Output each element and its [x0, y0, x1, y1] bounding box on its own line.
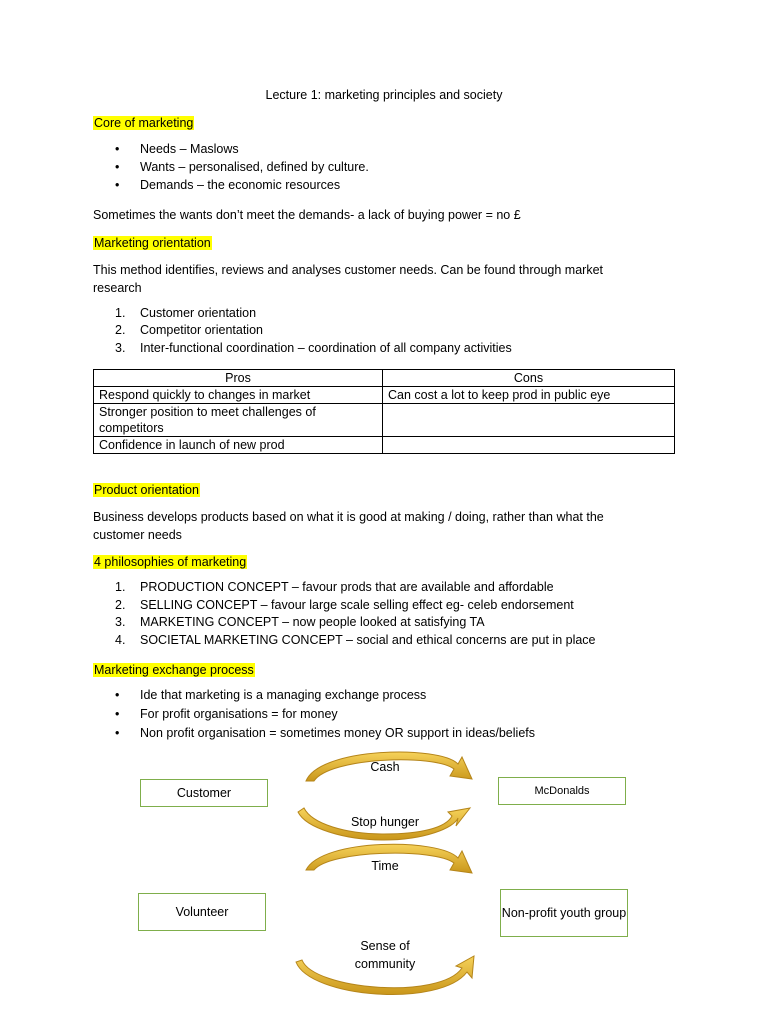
- bullet-icon: •: [115, 688, 120, 702]
- exchange-bullet-2: For profit organisations = for money: [140, 707, 338, 721]
- orientation-heading: Marketing orientation: [94, 236, 211, 250]
- philosophy-item-4: SOCIETAL MARKETING CONCEPT – social and ethical concerns are put in place: [140, 633, 596, 647]
- volunteer-box: Volunteer: [138, 893, 266, 931]
- customer-box: Customer: [140, 779, 268, 807]
- orientation-item-1: Customer orientation: [140, 306, 257, 320]
- list-number: 3.: [115, 341, 126, 355]
- table-cell: Stronger position to meet challenges of competitors: [94, 404, 383, 437]
- bullet-icon: •: [115, 160, 120, 174]
- exchange-bullet-1: Ide that marketing is a managing exchange process: [140, 688, 427, 702]
- list-number: 3.: [115, 615, 126, 629]
- orientation-para-line1: This method identifies, reviews and analyses customer needs. Can be found through market: [93, 263, 603, 277]
- stop-hunger-label: Stop hunger: [350, 815, 420, 829]
- core-bullet-1: Needs – Maslows: [140, 142, 239, 156]
- list-number: 1.: [115, 580, 126, 594]
- core-bullet-3: Demands – the economic resources: [140, 178, 341, 192]
- table-header-cons: Cons: [383, 370, 675, 387]
- philosophies-heading: 4 philosophies of marketing: [94, 555, 247, 569]
- table-cell: Respond quickly to changes in market: [94, 387, 383, 404]
- orientation-para-line2: research: [93, 281, 142, 295]
- list-number: 2.: [115, 323, 126, 337]
- time-label: Time: [371, 859, 399, 873]
- core-heading: Core of marketing: [94, 116, 194, 130]
- bullet-icon: •: [115, 707, 120, 721]
- orientation-item-3: Inter-functional coordination – coordination of all company activities: [140, 341, 512, 355]
- bullet-icon: •: [115, 142, 120, 156]
- exchange-heading: Marketing exchange process: [94, 663, 254, 677]
- exchange-bullet-3: Non profit organisation = sometimes money OR support in ideas/beliefs: [140, 726, 535, 740]
- list-number: 4.: [115, 633, 126, 647]
- youth-group-box: Non-profit youth group: [500, 889, 628, 937]
- product-heading: Product orientation: [94, 483, 199, 497]
- table-cell: Confidence in launch of new prod: [94, 437, 383, 454]
- philosophy-item-1: PRODUCTION CONCEPT – favour prods that are available and affordable: [140, 580, 554, 594]
- mcdonalds-box: McDonalds: [498, 777, 626, 805]
- table-cell: Can cost a lot to keep prod in public eye: [383, 387, 675, 404]
- product-para-line1: Business develops products based on what it is good at making / doing, rather than what the: [93, 510, 604, 524]
- core-bullet-2: Wants – personalised, defined by culture.: [140, 160, 369, 174]
- table-header-pros: Pros: [94, 370, 383, 387]
- core-note: Sometimes the wants don’t meet the demands- a lack of buying power = no £: [93, 208, 521, 222]
- community-label: Sense of community: [354, 939, 416, 971]
- list-number: 1.: [115, 306, 126, 320]
- list-number: 2.: [115, 598, 126, 612]
- orientation-item-2: Competitor orientation: [140, 323, 263, 337]
- bullet-icon: •: [115, 726, 120, 740]
- philosophy-item-3: MARKETING CONCEPT – now people looked at satisfying TA: [140, 615, 485, 629]
- page-title: Lecture 1: marketing principles and society: [265, 88, 503, 102]
- product-para-line2: customer needs: [93, 528, 182, 542]
- cash-label: Cash: [370, 760, 400, 774]
- philosophy-item-2: SELLING CONCEPT – favour large scale selling effect eg- celeb endorsement: [140, 598, 574, 612]
- bullet-icon: •: [115, 178, 120, 192]
